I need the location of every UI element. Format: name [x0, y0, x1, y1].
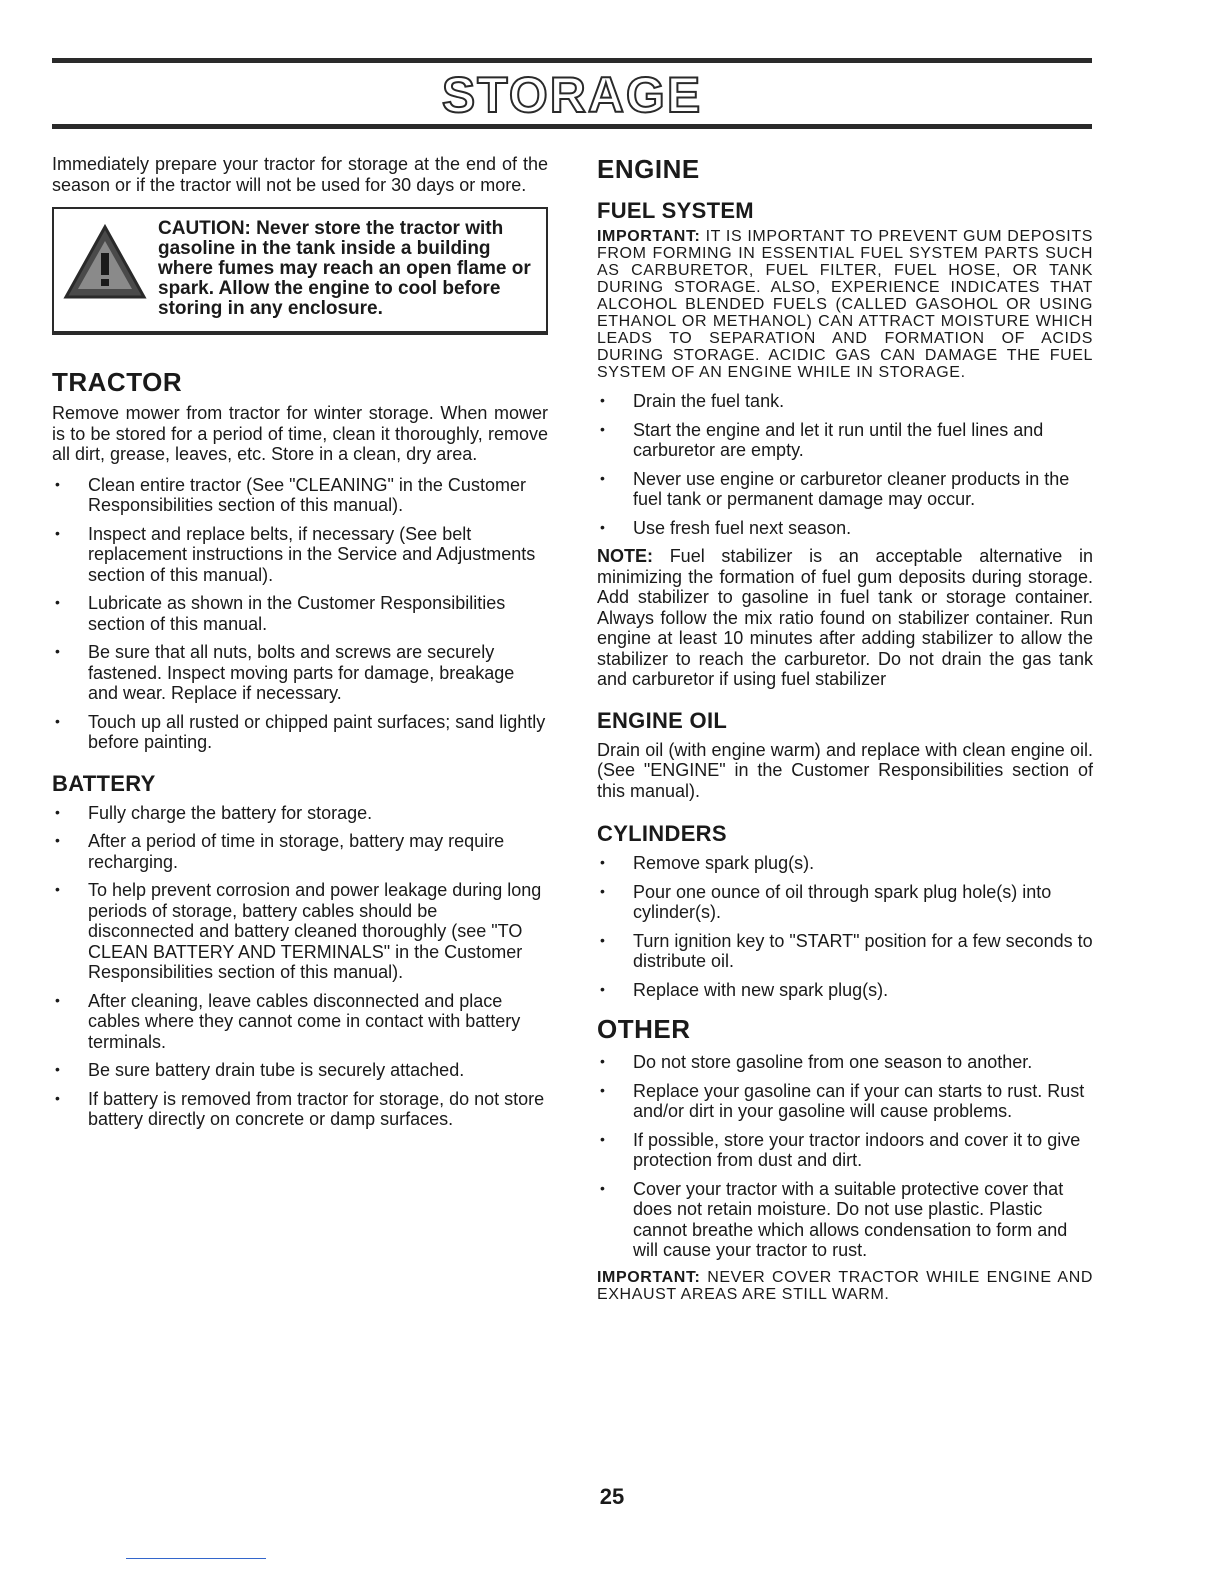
- list-item: • If battery is removed from tractor for storage, do not store battery directly on concrete or damp surfaces.: [55, 1088, 545, 1129]
- list-item: • Replace your gasoline can if your can starts to rust. Rust and/or dirt in your gasoline will cause problems.: [600, 1080, 1085, 1121]
- list-item: • Be sure battery drain tube is securely attached.: [55, 1060, 465, 1080]
- other-important: IMPORTANT: NEVER COVER TRACTOR WHILE ENGINE AND EXHAUST AREAS ARE STILL WARM.: [597, 1268, 1094, 1303]
- warning-triangle-icon: [62, 223, 148, 303]
- fuel-system-bullet-list: [597, 391, 1093, 538]
- list-item: • Pour one ounce of oil through spark plug hole(s) into cylinder(s).: [600, 881, 1052, 922]
- list-item: • Remove spark plug(s).: [600, 853, 815, 873]
- caution-text: CAUTION: Never store the tractor with gasoline in the tank inside a building where fumes may reach an open flame or spark. Allow the engine to cool before storing in any enclosure.: [158, 218, 531, 319]
- page-number: 25: [599, 1484, 625, 1509]
- cylinders-heading: CYLINDERS: [597, 821, 727, 846]
- other-heading: OTHER: [597, 1014, 691, 1044]
- list-item: • Do not store gasoline from one season to another.: [600, 1052, 1033, 1072]
- battery-bullet-list: [52, 803, 548, 1130]
- list-item: • Start the engine and let it run until the fuel lines and carburetor are empty.: [600, 419, 1044, 460]
- list-item: • Cover your tractor with a suitable protective cover that does not retain moisture. Do not use plastic. Plastic cannot breathe which allows condensation to form and will cause your tractor to rust.: [600, 1178, 1068, 1260]
- title-rule-bottom: [52, 124, 1092, 129]
- fuel-system-important: IMPORTANT: IT IS IMPORTANT TO PREVENT GUM DEPOSITS FROM FORMING IN ESSENTIAL FUEL SYSTEM PARTS SUCH AS CARBURETOR, FUEL FILTER, FUEL HOSE, OR TANK DURING STORAGE. ALSO, EXPERIENCE INDICATES THAT ALCOHOL BLENDED FUELS (CALLED GASOHOL OR USING ETHANOL OR METHANOL) CAN ATTRACT MOISTURE WHICH LEADS TO SEPARATION AND FORMATION OF ACIDS DURING STORAGE. ACIDIC GAS CAN DAMAGE THE FUEL SYSTEM OF AN ENGINE WHILE IN STORAGE.: [597, 228, 1093, 381]
- list-item: • Inspect and replace belts, if necessary (See belt replacement instructions in the Service and Adjustments section of this manual).: [55, 523, 536, 585]
- divider: [126, 1558, 266, 1559]
- battery-heading: BATTERY: [52, 770, 156, 796]
- list-item: • Be sure that all nuts, bolts and screws are securely fastened. Inspect moving parts for damage, breakage and wear. Replace if necessary.: [55, 642, 515, 703]
- list-item: • Lubricate as shown in the Customer Responsibilities section of this manual.: [55, 593, 506, 634]
- tractor-body: Remove mower from tractor for winter storage. When mower is to be stored for a period of time, clean it thoroughly, remove all dirt, grease, leaves, etc. Store in a clean, dry area.: [52, 403, 548, 464]
- page-title: STORAGE: [441, 67, 703, 123]
- list-item: • Never use engine or carburetor cleaner products in the fuel tank or permanent damage may occur.: [600, 468, 1070, 509]
- list-item: • Fully charge the battery for storage.: [55, 802, 373, 823]
- list-item: • Use fresh fuel next season.: [600, 517, 852, 538]
- note-label: NOTE:: [597, 546, 653, 566]
- important-label: IMPORTANT:: [597, 228, 701, 245]
- list-item: • To help prevent corrosion and power leakage during long periods of storage, battery cables should be disconnected and battery cleaned thoroughly (see "TO CLEAN BATTERY AND TERMINALS" in the Customer Responsibilities section of this manual).: [55, 880, 542, 982]
- title-rule-top: [52, 58, 1092, 63]
- intro-text: Immediately prepare your tractor for storage at the end of the season or if the tractor will not be used for 30 days or more.: [52, 154, 548, 195]
- list-item: • After cleaning, leave cables disconnected and place cables where they cannot come in contact with battery terminals.: [55, 990, 521, 1052]
- caution-box: [52, 207, 548, 335]
- list-item: • Drain the fuel tank.: [600, 391, 785, 411]
- other-bullet-list: [597, 1052, 1093, 1261]
- tractor-bullet-list: [52, 475, 548, 753]
- important-label: IMPORTANT:: [597, 1268, 701, 1286]
- list-item: • Clean entire tractor (See "CLEANING" in the Customer Responsibilities section of this manual).: [55, 474, 526, 515]
- engine-heading: ENGINE: [597, 154, 700, 184]
- cylinders-bullet-list: [597, 853, 1093, 1000]
- list-item: • Turn ignition key to "START" position for a few seconds to distribute oil.: [600, 930, 1093, 971]
- right-column: [597, 154, 1093, 1303]
- list-item: • Replace with new spark plug(s).: [600, 979, 889, 1000]
- fuel-note: NOTE: Fuel stabilizer is an acceptable alternative in minimizing the formation of fuel gum deposits during storage. Add stabilizer to gasoline in fuel tank or storage container. Always follow the mix ratio found on stabilizer container. Run engine at least 10 minutes after adding stabilizer to allow the stabilizer to reach the carburetor. Do not drain the gas tank and carburetor if using fuel stabilizer: [597, 546, 1093, 689]
- list-item: • Touch up all rusted or chipped paint surfaces; sand lightly before painting.: [55, 711, 546, 752]
- fuel-system-heading: FUEL SYSTEM: [597, 198, 754, 223]
- tractor-heading: TRACTOR: [52, 367, 183, 397]
- list-item: • If possible, store your tractor indoors and cover it to give protection from dust and dirt.: [600, 1129, 1081, 1170]
- list-item: • After a period of time in storage, battery may require recharging.: [55, 831, 505, 872]
- left-column: [52, 154, 548, 1138]
- engine-oil-body: Drain oil (with engine warm) and replace with clean engine oil. (See "ENGINE" in the Customer Responsibilities section of this manual).: [597, 739, 1093, 801]
- engine-oil-heading: ENGINE OIL: [597, 707, 728, 733]
